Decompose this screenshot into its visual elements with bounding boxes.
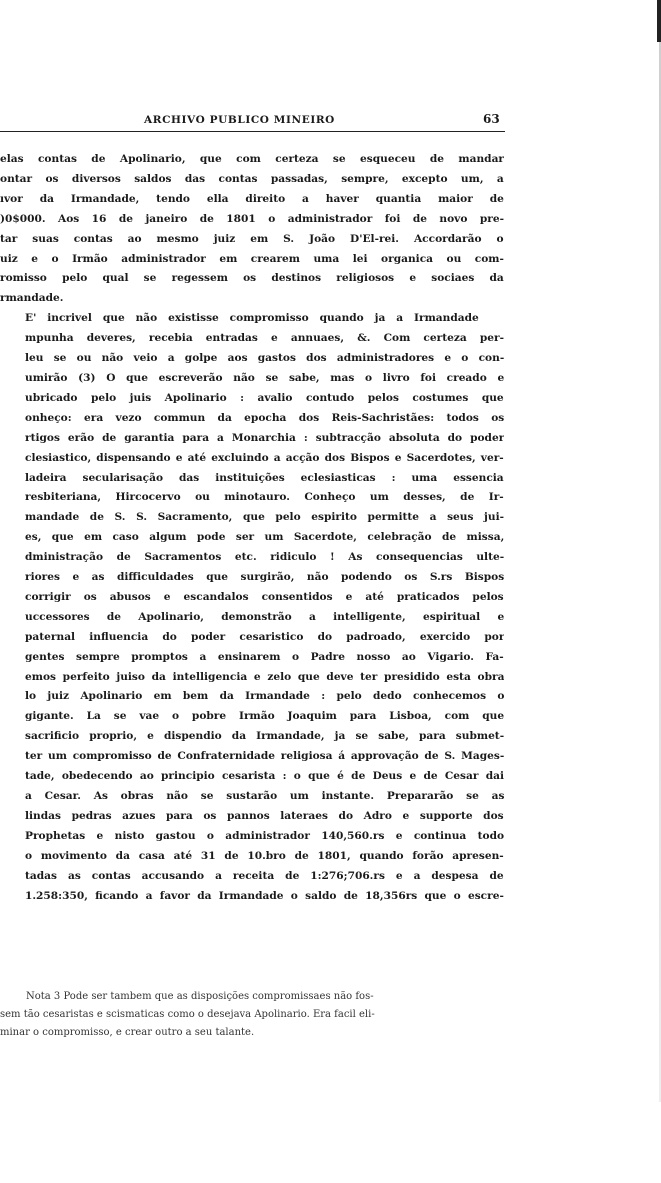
text-line: resbiteriana, Hircocervo ou minotauro. Conheço um desses, de Ir- — [25, 491, 504, 504]
text-line: lindas pedras azues para os pannos lateraes do Adro e supporte dos — [25, 809, 504, 822]
text-line: uiz e o Irmão administrador em crearem uma lei organica ou com- — [0, 252, 504, 265]
text-line: 1.258:350, ficando a favor da Irmandade o saldo de 18,356rs que o escre- — [25, 889, 504, 902]
paragraph-2 — [0, 309, 504, 906]
text-line: mpunha deveres, recebia entradas e annuaes, &. Com certeza per- — [25, 332, 504, 345]
text-line: Prophetas e nisto gastou o administrador 140,560.rs e continua todo — [25, 829, 504, 842]
text-line: ubricado pelo juis Apolinario : avalio contudo pelos costumes que — [25, 391, 504, 404]
text-line: tade, obedecendo ao principio cesarista : o que é de Deus e de Cesar dai — [25, 770, 504, 783]
text-line: es, que em caso algum pode ser um Sacerdote, celebração de missa, — [25, 531, 504, 544]
text-line: rtigos erão de garantia para a Monarchia : subtracção absoluta do poder — [25, 431, 504, 444]
text-line: ter um compromisso de Confraternidade religiosa á approvação de S. Mages- — [25, 750, 504, 763]
body-text — [0, 150, 504, 906]
text-line: ladeira secularisação das instituições eclesiasticas : uma essencia — [25, 471, 504, 484]
text-line: )0$000. Aos 16 de janeiro de 1801 o administrador foi de novo pre- — [0, 212, 504, 225]
footnotes — [0, 988, 504, 1042]
text-line: corrigir os abusos e escandalos consentidos e até praticados pelos — [25, 590, 504, 603]
text-line: romisso pelo qual se regessem os destinos religiosos e sociaes da — [0, 272, 504, 285]
text-line: o movimento da casa até 31 de 10.bro de 1801, quando forão apresen- — [25, 849, 504, 862]
text-line: onheço: era vezo commun da epocha dos Reis-Sachristães: todos os — [25, 411, 504, 424]
text-line: rmandade. — [0, 292, 64, 305]
text-line: clesiastico, dispensando e até excluindo a acção dos Bispos e Sacerdotes, ver- — [25, 451, 504, 464]
text-line: dministração de Sacramentos etc. ridiculo ! As consequencias ulte- — [25, 551, 504, 564]
text-line: emos perfeito juiso da intelligencia e zelo que deve ter presidido esta obra — [25, 670, 504, 683]
paragraph-1 — [0, 150, 504, 309]
text-line: ıvor da Irmandade, tendo ella direito a haver quantia maior de — [0, 192, 504, 205]
text-line: a Cesar. As obras não se sustarão um instante. Prepararão se as — [25, 790, 504, 802]
text-line: uccessores de Apolinario, demonstrão a intelligente, espiritual e — [25, 610, 504, 623]
text-line: leu se ou não veio a golpe aos gastos dos administradores e o con- — [25, 352, 504, 365]
text-line: elas contas de Apolinario, que com certeza se esqueceu de mandar — [0, 153, 504, 165]
footnote-line: sem tão cesaristas e scismaticas como o desejava Apolinario. Era facil eli- — [0, 1009, 375, 1020]
header-rule — [0, 131, 505, 132]
text-line: umirão (3) O que escreverão não se sabe, mas o livro foi creado e — [25, 371, 504, 384]
footnote-line: Nota 3 Pode ser tambem que as disposições compromissaes não fos- — [26, 991, 374, 1002]
running-header — [0, 112, 505, 130]
text-line: paternal influencia do poder cesaristico do padroado, exercido por — [25, 630, 504, 643]
text-line: sacrificio proprio, e dispendio da Irmandade, ja se sabe, para submet- — [25, 730, 504, 743]
binding-edge-bar — [657, 0, 661, 42]
text-line: tadas as contas accusando a receita de 1:276;706.rs e a despesa de — [25, 869, 504, 882]
text-line: gentes sempre promptos a ensinarem o Padre nosso ao Vigario. Fa- — [25, 650, 504, 663]
text-line: lo juiz Apolinario em bem da Irmandade : pelo dedo conhecemos o — [25, 690, 504, 703]
footnote-line: minar o compromisso, e crear outro a seu talante. — [0, 1027, 255, 1038]
text-line: E' incrivel que não existisse compromisso quando ja a Irmandade — [25, 312, 479, 325]
text-line: tar suas contas ao mesmo juiz em S. João D'El-rei. Accordarão o — [0, 232, 504, 245]
text-line: riores e as difficuldades que surgirão, não podendo os S.rs Bispos — [25, 571, 504, 584]
page-number: 63 — [483, 112, 500, 126]
running-title: ARCHIVO PUBLICO MINEIRO — [144, 114, 335, 126]
text-line: gigante. La se vae o pobre Irmão Joaquim para Lisboa, com que — [25, 710, 504, 723]
text-line: ontar os diversos saldos das contas passadas, sempre, excepto um, a — [0, 172, 504, 185]
text-line: mandade de S. S. Sacramento, que pelo espirito permitte a seus jui- — [25, 511, 504, 524]
